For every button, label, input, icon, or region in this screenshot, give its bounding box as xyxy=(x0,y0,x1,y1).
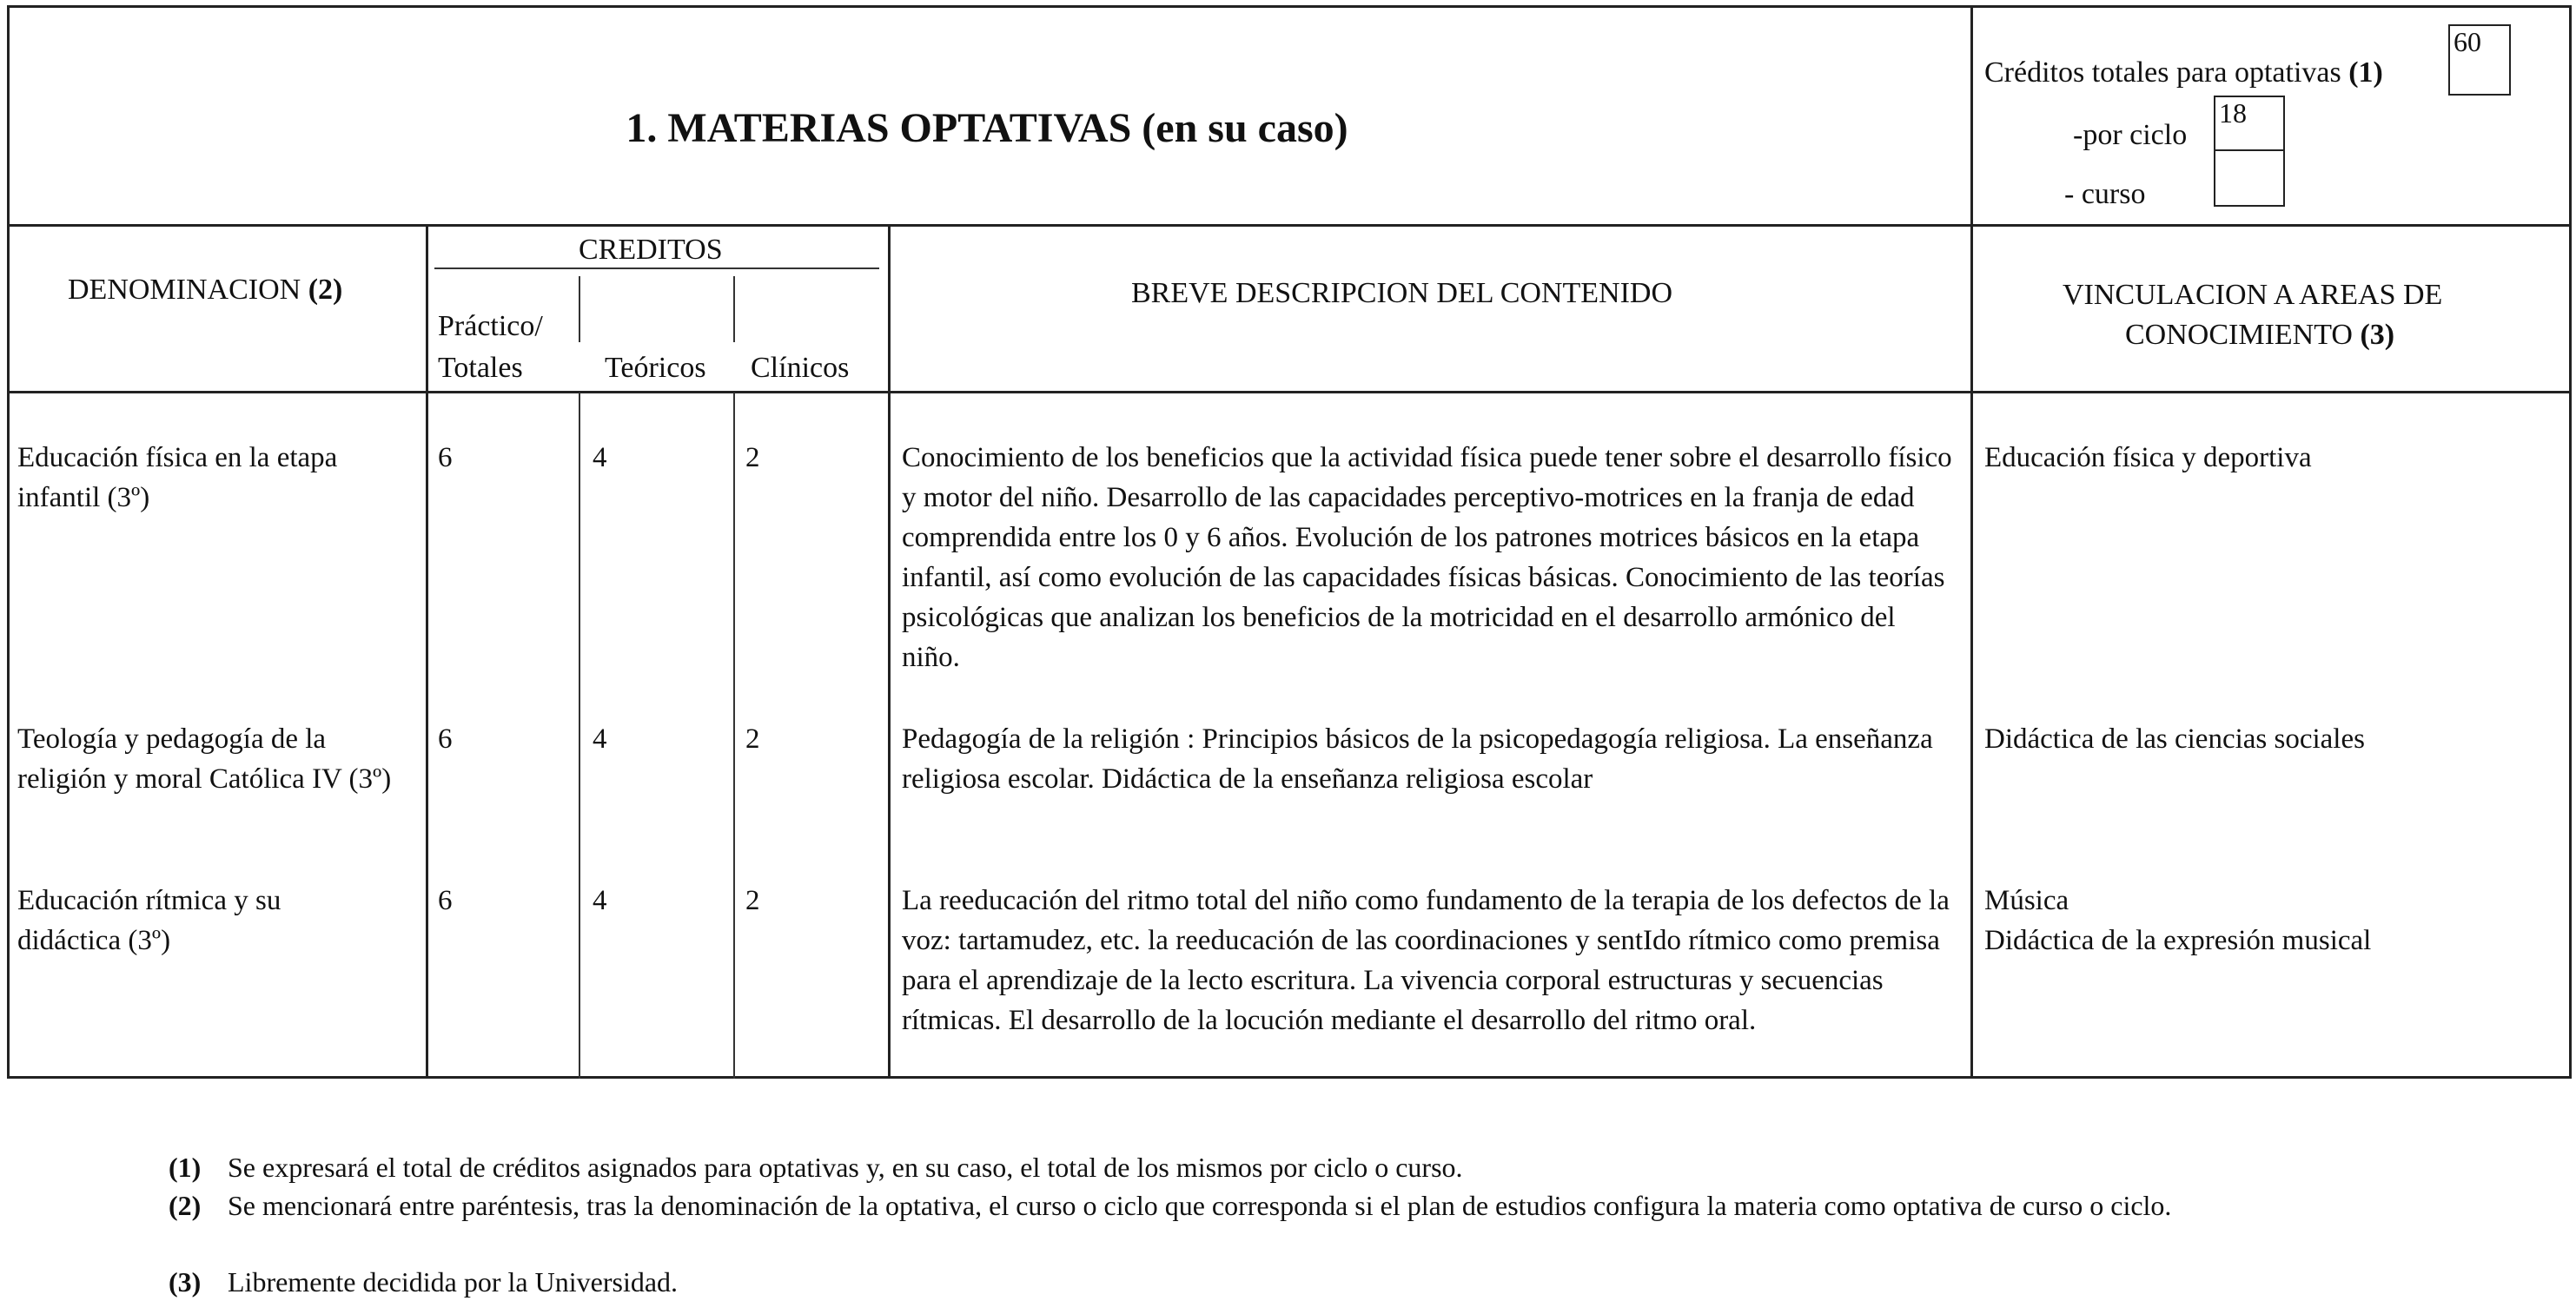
header-teoricos: Teóricos xyxy=(605,352,706,384)
credits-per-course-label: - curso xyxy=(2064,178,2146,210)
col-divider-teoricos xyxy=(579,393,580,1079)
row2-totales: 6 xyxy=(438,723,453,755)
credits-total-label-text: Créditos totales para optativas xyxy=(1984,56,2341,89)
row3-teoricos: 4 xyxy=(593,885,607,916)
col-divider-desc xyxy=(888,224,891,1079)
footnote-1-text: Se expresará el total de créditos asignados para optativas y, en su caso, el total de los mismos por ciclo o curso. xyxy=(228,1152,1463,1183)
col-divider-1 xyxy=(426,224,428,1079)
credits-per-cycle-label: -por ciclo xyxy=(2073,119,2188,151)
header-denominacion-text: DENOMINACION xyxy=(68,274,301,306)
header-row-divider xyxy=(7,391,2572,393)
header-vinculacion-line2 xyxy=(2125,316,2394,354)
col-divider-teoricos-top xyxy=(579,276,580,342)
col-divider-clinicos-top xyxy=(733,276,735,342)
credits-per-cycle-value: 18 xyxy=(2219,97,2247,129)
page-title: 1. MATERIAS OPTATIVAS (en su caso) xyxy=(626,105,1348,151)
footnote-1-ref: (1) xyxy=(169,1152,202,1183)
row1-teoricos: 4 xyxy=(593,442,607,473)
row3-vinculacion: Música Didáctica de la expresión musical xyxy=(1984,885,2372,956)
header-denominacion xyxy=(68,271,342,309)
credits-total-label xyxy=(1984,54,2383,92)
row1-totales: 6 xyxy=(438,442,453,473)
footnote-3-ref: (3) xyxy=(169,1266,202,1298)
title-right-divider xyxy=(1970,5,1973,1079)
row2-denominacion: Teología y pedagogía de la religión y moral Católica IV (3º) xyxy=(17,723,392,795)
footnote-2 xyxy=(169,1186,2504,1225)
header-vinculacion-line1: VINCULACION A AREAS DE xyxy=(2063,279,2443,311)
header-clinicos: Clínicos xyxy=(751,352,850,384)
header-denominacion-ref: (2) xyxy=(308,274,343,306)
credits-total-value: 60 xyxy=(2453,26,2481,57)
col-divider-clinicos xyxy=(733,393,735,1079)
footnote-2-text: Se mencionará entre paréntesis, tras la denominación de la optativa, el curso o ciclo que corresponda si el plan de estudios configura la materia como optativa de curso o ciclo. xyxy=(228,1190,2172,1221)
credits-per-cycle-box xyxy=(2214,96,2285,151)
credits-total-box xyxy=(2448,24,2511,96)
header-vinculacion-ref: (3) xyxy=(2360,319,2395,351)
row2-descripcion: Pedagogía de la religión : Principios básicos de la psicopedagogía religiosa. La enseñanza religiosa escolar. Didáctica de la enseñanza religiosa escolar xyxy=(902,723,1933,795)
header-totales: Totales xyxy=(438,352,523,384)
credits-per-course-box xyxy=(2214,149,2285,207)
row1-descripcion: Conocimiento de los beneficios que la actividad física puede tener sobre el desarrollo físico y motor del niño. Desarrollo de las capacidades perceptivo-motrices en la franja de edad comprendida entre los 0 y 6 años. Evolución de los patrones motrices básicos en la etapa infantil, así como evolución de las capacidades físicas básicas. Conocimiento de las teorías psicológicas que analizan los beneficios de la motricidad en el desarrollo armónico del niño. xyxy=(902,442,1952,673)
title-row-divider xyxy=(7,224,2572,227)
header-descripcion: BREVE DESCRIPCION DEL CONTENIDO xyxy=(1131,277,1673,309)
row3-denominacion: Educación rítmica y su didáctica (3º) xyxy=(17,885,281,956)
row1-denominacion: Educación física en la etapa infantil (3º) xyxy=(17,442,338,513)
row2-vinculacion: Didáctica de las ciencias sociales xyxy=(1984,723,2365,755)
row3-totales: 6 xyxy=(438,885,453,916)
header-vinculacion-text: CONOCIMIENTO xyxy=(2125,319,2353,351)
row3-clinicos: 2 xyxy=(745,885,760,916)
footnote-1 xyxy=(169,1148,2445,1186)
row3-descripcion: La reeducación del ritmo total del niño como fundamento de la terapia de los defectos de la voz: tartamudez, etc. la reeducación de las coordinaciones y sentIdo rítmico como premisa para el aprendizaje de la lecto escritura. La vivencia corporal estructuras y secuencias rítmicas. El desarrollo de la locución mediante el desarrollo del ritmo oral. xyxy=(902,885,1950,1036)
header-creditos: CREDITOS xyxy=(579,234,723,266)
row2-clinicos: 2 xyxy=(745,723,760,755)
footnote-3 xyxy=(169,1263,2445,1301)
row1-vinculacion: Educación física y deportiva xyxy=(1984,442,2312,473)
header-practico: Práctico/ xyxy=(438,310,543,342)
footnote-3-text: Libremente decidida por la Universidad. xyxy=(228,1266,679,1298)
credits-total-ref: (1) xyxy=(2348,56,2383,89)
footnote-2-ref: (2) xyxy=(169,1190,202,1221)
row2-teoricos: 4 xyxy=(593,723,607,755)
row1-clinicos: 2 xyxy=(745,442,760,473)
